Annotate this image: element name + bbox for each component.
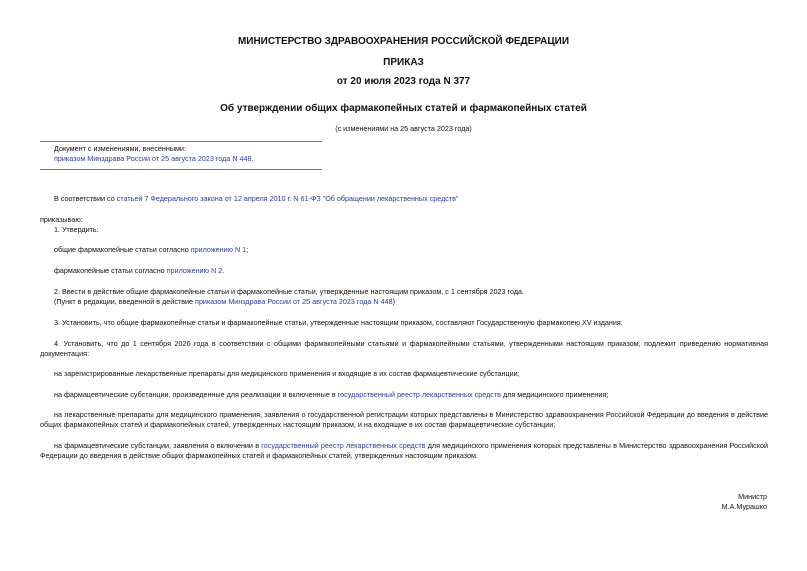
document-title: Об утверждении общих фармакопейных статей и фармакопейных статей	[220, 103, 587, 114]
appendix-1-link[interactable]: приложению N 1	[190, 245, 247, 254]
amendments-note: (с изменениями на 25 августа 2023 года)	[335, 124, 472, 133]
order-word: приказываю:	[40, 215, 83, 224]
item-1: 1. Утвердить:	[54, 225, 99, 234]
item-1a-end: ;	[246, 245, 249, 254]
item-4b	[54, 390, 608, 400]
document-date-number: от 20 июля 2023 года N 377	[336, 76, 471, 87]
preamble	[54, 194, 459, 204]
changes-link[interactable]: приказом Минздрава России от 25 августа 2023 года N 448	[54, 154, 252, 163]
item-2: 2. Ввести в действие общие фармакопейные статьи и фармакопейные статьи, утвержденные настоящим приказом, с 1 сентября 2023 года.	[54, 287, 525, 296]
divider-top	[40, 141, 322, 142]
item-2-note-text: (Пункт в редакции, введенной в действие	[54, 297, 196, 306]
item-4c: на лекарственные препараты для медицинского применения, заявления о государственной регистрации которых представлены в Министерство здравоохранения Российской Федерации до введения в действие общих фармакопейных статей и фармакопейных статей, утвержденных настоящим приказом, и на входящие в их состав фармацевтические субстанции;	[40, 410, 768, 429]
item-1a-text: общие фармакопейные статьи согласно	[54, 245, 191, 254]
item-4a: на зарегистрированные лекарственные препараты для медицинского применения и входящие в их состав фармацевтические субстанции;	[54, 369, 520, 378]
signature-position: Министр	[738, 492, 767, 501]
item-4: 4. Установить, что до 1 сентября 2026 года в соответствии с общими фармакопейными статьями и фармакопейными статьями, утвержденными настоящим приказом, подлежит приведению нормативная документация:	[40, 339, 768, 358]
item-1a	[54, 245, 248, 255]
signature-block	[722, 492, 767, 512]
item-3: 3. Установить, что общие фармакопейные статьи и фармакопейные статьи, утвержденные настоящим приказом, составляют Государственную фармакопею XV издания.	[54, 318, 623, 327]
law-link[interactable]: статьей 7 Федерального закона от 12 апреля 2010 г. N 61-ФЗ "Об обращении лекарственных средств"	[116, 194, 459, 203]
item-1b-end: .	[222, 266, 225, 275]
divider-bottom	[40, 169, 322, 170]
document-type: ПРИКАЗ	[383, 57, 424, 68]
signature-name: М.А.Мурашко	[721, 502, 767, 511]
item-4d-end: для медицинского применения которых представлены в Министерство здравоохранения Российской Федерации до введения в действие общих фармакопейных статей и фармакопейных статей, утвержденных настоящим приказом.	[40, 441, 769, 460]
changes-intro: Документ с изменениями, внесенными:	[54, 144, 186, 153]
item-1b-text: фармакопейные статьи согласно	[54, 266, 167, 275]
item-4d-text: на фармацевтические субстанции, заявления о включении в	[54, 441, 262, 450]
registry-link-2[interactable]: государственный реестр лекарственных средств	[261, 441, 426, 450]
item-1b	[54, 266, 224, 276]
item-4b-text: на фармацевтические субстанции, произведенные для реализации и включенные в	[54, 390, 338, 399]
item-4d	[40, 441, 768, 460]
appendix-2-link[interactable]: приложению N 2	[166, 266, 223, 275]
item-4b-end: для медицинского применения;	[500, 390, 609, 399]
ministry-heading: МИНИСТЕРСТВО ЗДРАВООХРАНЕНИЯ РОССИЙСКОЙ ФЕДЕРАЦИИ	[237, 36, 570, 47]
changes-line	[54, 154, 254, 164]
preamble-text: В соответствии со	[54, 194, 117, 203]
item-2-note	[54, 297, 395, 307]
registry-link-1[interactable]: государственный реестр лекарственных средств	[337, 390, 501, 399]
item-2-note-end: )	[392, 297, 395, 306]
item-2-note-link[interactable]: приказом Минздрава России от 25 августа 2023 года N 448	[195, 297, 393, 306]
changes-suffix: .	[251, 154, 254, 163]
